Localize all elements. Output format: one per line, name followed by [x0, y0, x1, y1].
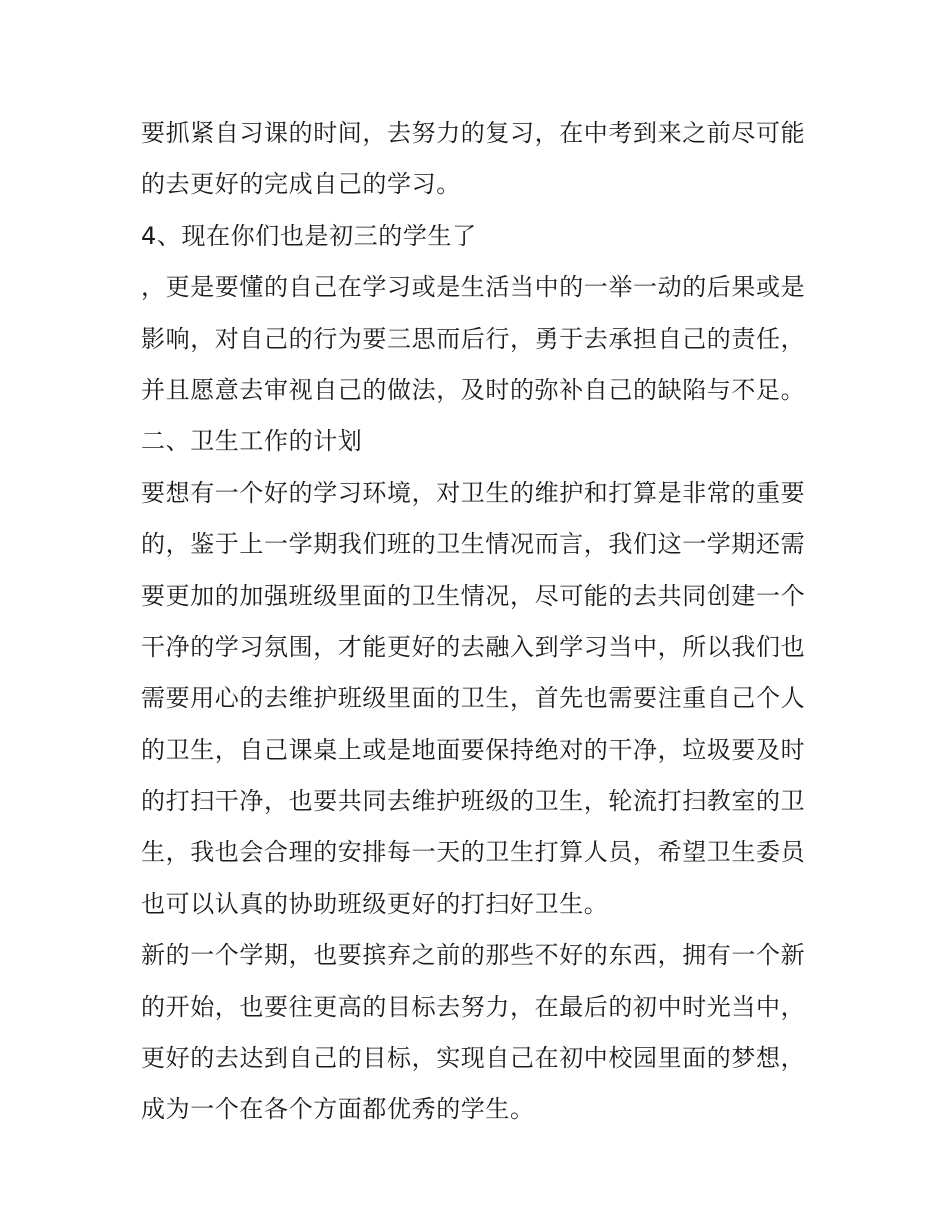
text-line: 成为一个在各个方面都优秀的学生。 — [141, 1095, 535, 1124]
text-line: 新的一个学期，也要摈弃之前的那些不好的东西，拥有一个新 — [141, 941, 806, 970]
text-line: 需要用心的去维护班级里面的卫生，首先也需要注重自己个人 — [141, 684, 806, 713]
text-line: 4、现在你们也是初三的学生了 — [141, 221, 477, 250]
text-line: 更好的去达到自己的目标，实现自己在初中校园里面的梦想， — [141, 1044, 806, 1073]
section-heading: 二、卫生工作的计划 — [141, 427, 363, 456]
text-line: 要更加的加强班级里面的卫生情况，尽可能的去共同创建一个 — [141, 581, 806, 610]
text-line: 的去更好的完成自己的学习。 — [141, 170, 461, 199]
text-line: 也可以认真的协助班级更好的打扫好卫生。 — [141, 889, 609, 918]
text-line: 影响，对自己的行为要三思而后行，勇于去承担自己的责任， — [141, 324, 806, 353]
text-line: 要抓紧自习课的时间，去努力的复习，在中考到来之前尽可能 — [141, 119, 806, 147]
text-line: 生，我也会合理的安排每一天的卫生打算人员，希望卫生委员 — [141, 838, 806, 867]
text-line: 的打扫干净，也要共同去维护班级的卫生，轮流打扫教室的卫 — [141, 787, 806, 816]
document-body — [141, 108, 821, 1136]
text-line: 要想有一个好的学习环境，对卫生的维护和打算是非常的重要 — [141, 478, 806, 507]
text-line: 并且愿意去审视自己的做法，及时的弥补自己的缺陷与不足。 — [141, 375, 806, 404]
text-line: ，更是要懂的自己在学习或是生活当中的一举一动的后果或是 — [141, 273, 806, 302]
text-line: 的开始，也要往更高的目标去努力，在最后的初中时光当中， — [141, 992, 806, 1021]
text-line: 的，鉴于上一学期我们班的卫生情况而言，我们这一学期还需 — [141, 530, 806, 559]
text-line: 干净的学习氛围，才能更好的去融入到学习当中，所以我们也 — [141, 632, 806, 661]
text-line: 的卫生，自己课桌上或是地面要保持绝对的干净，垃圾要及时 — [141, 735, 806, 764]
